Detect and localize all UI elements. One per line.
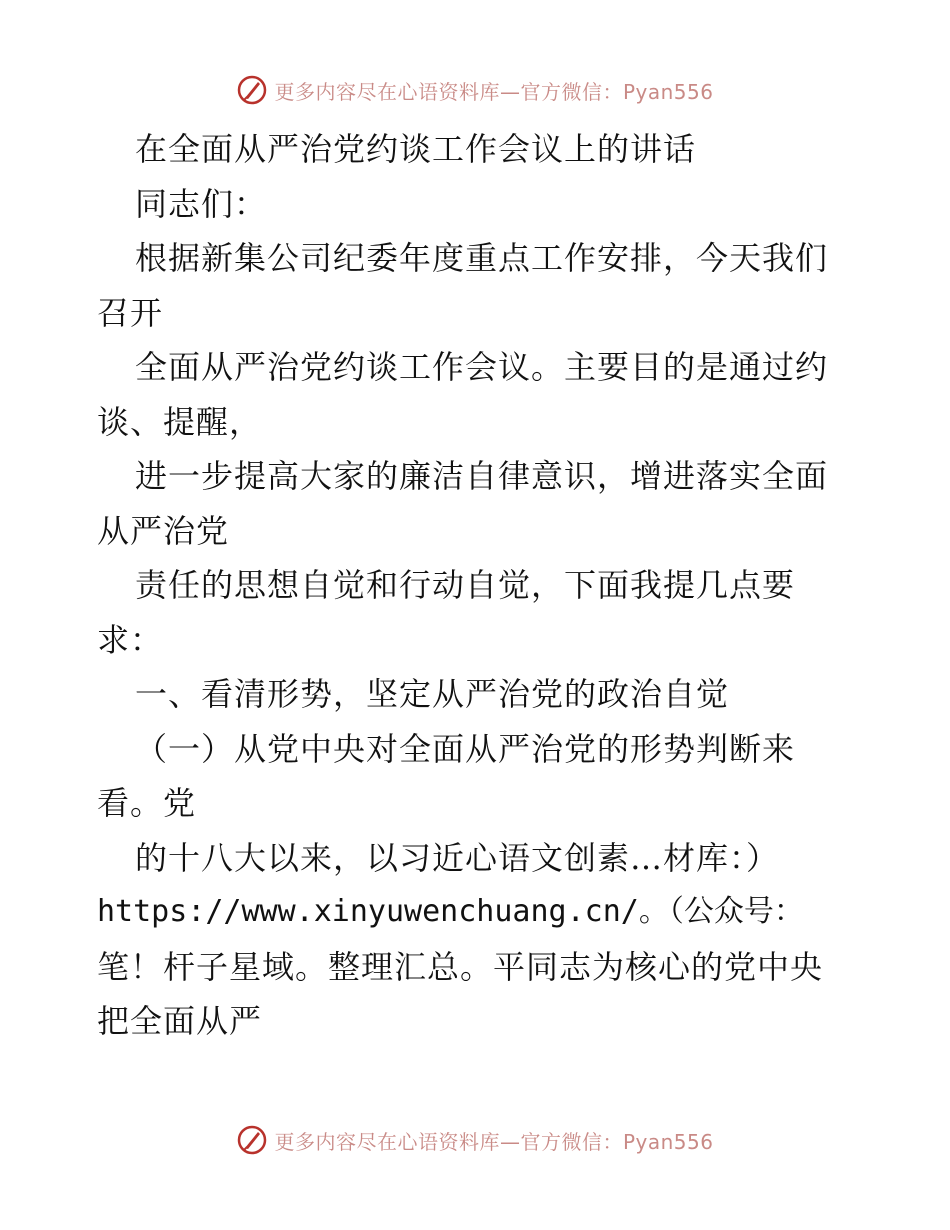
quill-logo-icon	[236, 74, 268, 106]
paragraph-line: 根据新集公司纪委年度重点工作安排，今天我们	[135, 239, 829, 277]
quill-logo-icon	[236, 1124, 268, 1156]
paragraph-line: 召开	[97, 293, 164, 332]
paragraph-line: 谈、提醒，	[97, 402, 263, 441]
document-title: 在全面从严治党约谈工作会议上的讲话	[135, 130, 697, 168]
paragraph-line: 把全面从严	[97, 1002, 263, 1040]
paragraph-line: 看。党	[97, 784, 197, 822]
url-line: https://www.xinyuwenchuang.cn/。（公众号：	[97, 894, 804, 929]
watermark-text: 更多内容尽在心语资料库—官方微信：Pyan556	[274, 1129, 714, 1154]
watermark-text: 更多内容尽在心语资料库—官方微信：Pyan556	[274, 79, 714, 104]
paragraph-line: 责任的思想自觉和行动自觉，下面我提几点要	[135, 566, 796, 604]
footer-watermark	[0, 1120, 950, 1160]
section-heading: 一、看清形势，坚定从严治党的政治自觉	[135, 675, 730, 713]
paragraph-line: 从严治党	[97, 511, 230, 550]
salutation: 同志们：	[135, 184, 268, 223]
paragraph-line: 笔！杆子星域。整理汇总。平同志为核心的党中央	[97, 947, 824, 986]
document-body	[97, 122, 857, 1049]
paragraph-line: 求：	[97, 620, 164, 659]
paragraph-line: 进一步提高大家的廉洁自律意识，增进落实全面	[135, 457, 829, 495]
paragraph-line: 的十八大以来，以习近心语文创素…材库：）	[135, 838, 780, 877]
header-watermark	[0, 70, 950, 110]
paragraph-line: 全面从严治党约谈工作会议。主要目的是通过约	[135, 348, 829, 386]
subsection-heading: （一）从党中央对全面从严治党的形势判断来	[135, 729, 796, 768]
